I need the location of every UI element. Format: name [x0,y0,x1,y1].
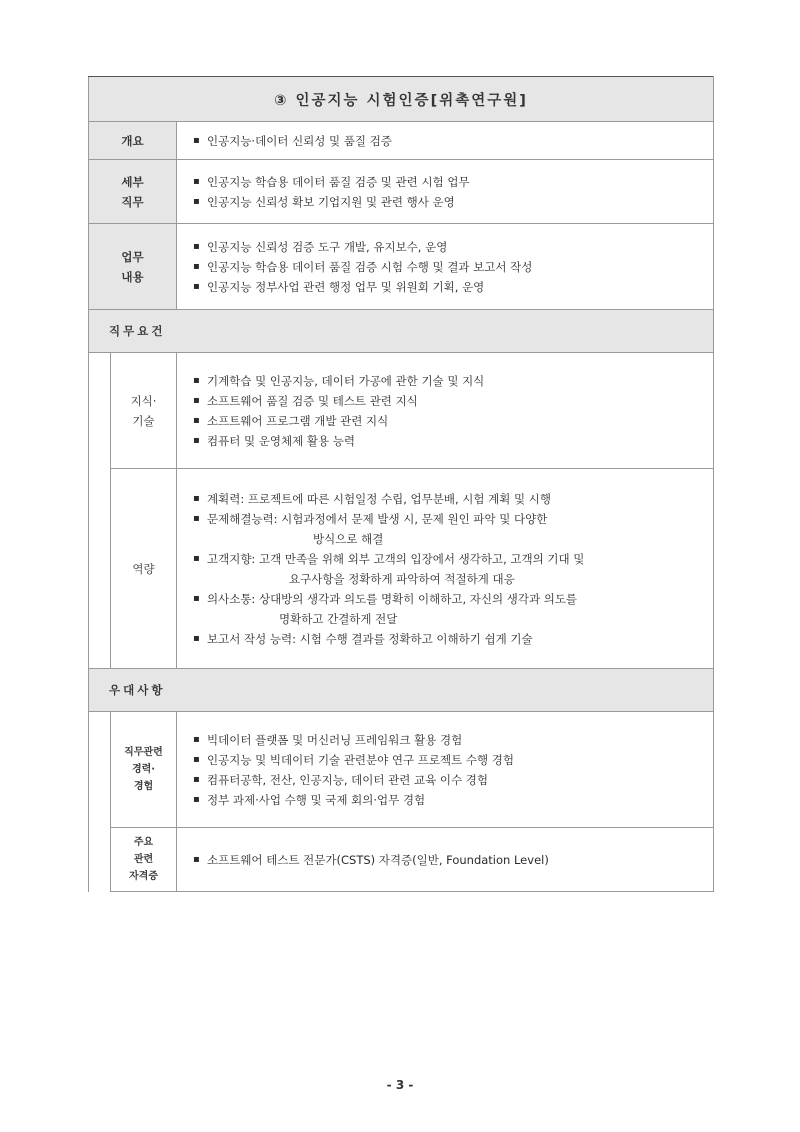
list-item: ▪ 인공지능 학습용 데이터 품질 검증 및 관련 시험 업무 [191,172,703,192]
knowledge-row [89,353,714,469]
list-item: ▪ 고객지향: 고객 만족을 위해 외부 고객의 입장에서 생각하고, 고객의 기대 및 요구사항을 정확하게 파악하여 적절하게 대응 [191,549,703,589]
duties-content [177,160,714,224]
list-item: ▪ 소프트웨어 테스트 전문가(CSTS) 자격증(일반, Foundation Level) [191,850,703,870]
title-row [89,77,714,122]
list-item: ▪ 소프트웨어 프로그램 개발 관련 지식 [191,411,703,431]
overview-row [89,122,714,160]
competency-content [177,469,714,669]
experience-row [89,712,714,828]
indent-spacer [89,712,111,892]
list-item: ▪ 인공지능 신뢰성 확보 기업지원 및 관련 행사 운영 [191,192,703,212]
knowledge-label: 지식· 기술 [111,353,177,469]
certificate-row [89,828,714,892]
work-content [177,224,714,310]
preferred-heading: 우대사항 [89,669,714,712]
table-title: ③ 인공지능 시험인증[위촉연구원] [89,77,714,122]
work-row [89,224,714,310]
indent-spacer [89,353,111,669]
competency-row [89,469,714,669]
list-item: ▪ 컴퓨터 및 운영체제 활용 능력 [191,431,703,451]
competency-label: 역량 [111,469,177,669]
list-item: ▪ 계획력: 프로젝트에 따른 시험일정 수립, 업무분배, 시험 계획 및 시행 [191,489,703,509]
requirements-section-row [89,310,714,353]
list-item: ▪ 보고서 작성 능력: 시험 수행 결과를 정확하고 이해하기 쉽게 기술 [191,629,703,649]
duties-label: 세부 직무 [89,160,177,224]
experience-content [177,712,714,828]
list-item: ▪ 정부 과제·사업 수행 및 국제 회의·업무 경험 [191,790,703,810]
job-description-sheet [88,76,713,892]
list-item: ▪ 인공지능 및 빅데이터 기술 관련분야 연구 프로젝트 수행 경험 [191,750,703,770]
preferred-section-row [89,669,714,712]
list-item: ▪ 인공지능·데이터 신뢰성 및 품질 검증 [191,131,703,151]
certificate-content [177,828,714,892]
page-number: - 3 - [386,1078,414,1092]
list-item: ▪ 소프트웨어 품질 검증 및 테스트 관련 지식 [191,391,703,411]
certificate-label: 주요 관련 자격증 [111,828,177,892]
list-item: ▪ 인공지능 학습용 데이터 품질 검증 시험 수행 및 결과 보고서 작성 [191,257,703,277]
list-item: ▪ 인공지능 정부사업 관련 행정 업무 및 위원회 기획, 운영 [191,277,703,297]
requirements-heading: 직무요건 [89,310,714,353]
overview-label: 개요 [89,122,177,160]
job-description-table [88,76,714,892]
knowledge-content [177,353,714,469]
list-item: ▪ 컴퓨터공학, 전산, 인공지능, 데이터 관련 교육 이수 경험 [191,770,703,790]
work-label: 업무 내용 [89,224,177,310]
list-item: ▪ 문제해결능력: 시험과정에서 문제 발생 시, 문제 원인 파악 및 다양한 방식으로 해결 [191,509,703,549]
overview-content [177,122,714,160]
experience-label: 직무관련 경력· 경험 [111,712,177,828]
list-item: ▪ 빅데이터 플랫폼 및 머신러닝 프레임워크 활용 경험 [191,730,703,750]
list-item: ▪ 의사소통: 상대방의 생각과 의도를 명확히 이해하고, 자신의 생각과 의도를 명확하고 간결하게 전달 [191,589,703,629]
duties-row [89,160,714,224]
list-item: ▪ 기계학습 및 인공지능, 데이터 가공에 관한 기술 및 지식 [191,371,703,391]
list-item: ▪ 인공지능 신뢰성 검증 도구 개발, 유지보수, 운영 [191,237,703,257]
